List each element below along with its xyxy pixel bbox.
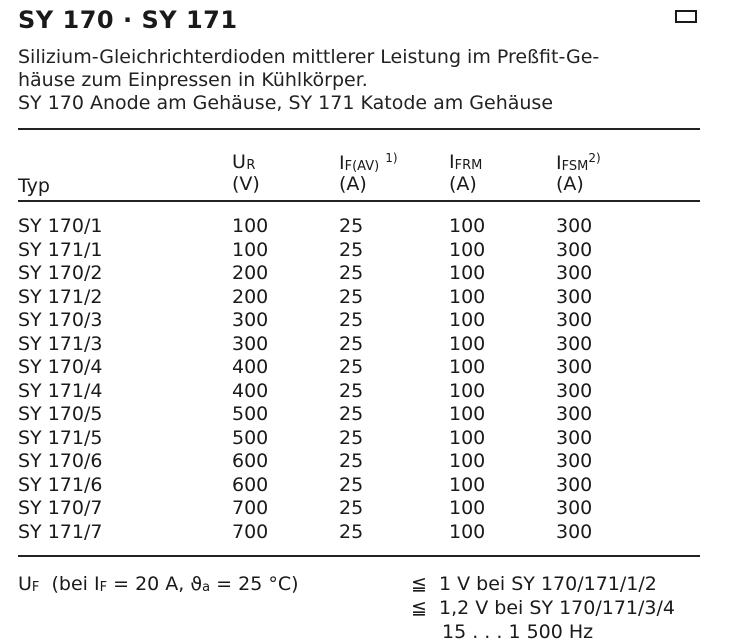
cell-ifsm: 300 <box>556 497 593 519</box>
cell-ifsm: 300 <box>556 356 593 378</box>
cell-typ: SY 170/4 <box>18 356 103 378</box>
cell-typ: SY 170/6 <box>18 450 103 472</box>
table-row <box>0 262 751 285</box>
cell-ur: 200 <box>232 285 269 308</box>
cell-ifsm: 300 <box>556 309 593 331</box>
cell-ur: 300 <box>232 332 269 355</box>
cell-ur: 400 <box>232 356 269 378</box>
cell-ifav: 25 <box>339 497 364 519</box>
cell-typ: SY 171/6 <box>18 473 103 496</box>
cell-typ: SY 170/1 <box>18 215 103 237</box>
table-row <box>0 403 751 426</box>
cell-ur: 100 <box>232 215 269 237</box>
cell-ifrm: 100 <box>449 497 486 519</box>
cell-ifav: 25 <box>339 285 364 308</box>
cell-typ: SY 170/2 <box>18 262 103 284</box>
frequency-spec: 15 . . . 1 500 Hz <box>442 621 594 643</box>
header-ifav: IF(AV) $^{1)}$ <box>339 151 398 174</box>
cell-typ: SY 171/2 <box>18 285 103 308</box>
cell-ur: 700 <box>232 497 269 519</box>
table-row <box>0 356 751 379</box>
header-ifsm-unit: (A) <box>556 173 584 195</box>
cell-ifrm: 100 <box>449 285 486 308</box>
cell-ifrm: 100 <box>449 473 486 496</box>
cell-ifrm: 100 <box>449 356 486 378</box>
table-row <box>0 474 751 497</box>
cell-ifsm: 300 <box>556 215 593 237</box>
table-row <box>0 521 751 544</box>
cell-typ: SY 171/7 <box>18 520 103 543</box>
cell-typ: SY 171/3 <box>18 332 103 355</box>
cell-ifrm: 100 <box>449 309 486 331</box>
cell-ifav: 25 <box>339 379 364 402</box>
uf-spec-2: ≦ 1,2 V bei SY 170/171/3/4 <box>411 597 675 619</box>
cell-ur: 500 <box>232 426 269 449</box>
cell-ur: 700 <box>232 520 269 543</box>
cell-ur: 100 <box>232 238 269 261</box>
cell-ifav: 25 <box>339 520 364 543</box>
cell-ifav: 25 <box>339 238 364 261</box>
cell-ifrm: 100 <box>449 403 486 425</box>
header-ifav-unit: (A) <box>339 173 367 195</box>
cell-ifrm: 100 <box>449 262 486 284</box>
cell-ifrm: 100 <box>449 520 486 543</box>
cell-ifsm: 300 <box>556 379 593 402</box>
cell-ur: 400 <box>232 379 269 402</box>
cell-typ: SY 170/7 <box>18 497 103 519</box>
cell-ifav: 25 <box>339 262 364 284</box>
table-row <box>0 215 751 238</box>
table-row <box>0 333 751 356</box>
cell-ur: 200 <box>232 262 269 284</box>
table-row <box>0 309 751 332</box>
cell-typ: SY 171/1 <box>18 238 103 261</box>
cell-ur: 300 <box>232 309 269 331</box>
cell-ifrm: 100 <box>449 238 486 261</box>
header-ur-unit: (V) <box>232 173 260 195</box>
cell-ifrm: 100 <box>449 379 486 402</box>
header-ifsm: IFSM$^{2)}$ <box>556 151 601 174</box>
cell-ifsm: 300 <box>556 238 593 261</box>
header-typ: Typ <box>18 175 50 197</box>
cell-ifsm: 300 <box>556 332 593 355</box>
description-line-2: häuse zum Einpressen in Kühlkörper. <box>18 69 368 91</box>
cell-ifsm: 300 <box>556 285 593 308</box>
cell-typ: SY 171/5 <box>18 426 103 449</box>
cell-ifrm: 100 <box>449 332 486 355</box>
cell-ifav: 25 <box>339 356 364 378</box>
header-ur: UR <box>232 151 256 173</box>
cell-typ: SY 170/5 <box>18 403 103 425</box>
cell-ifsm: 300 <box>556 520 593 543</box>
cell-typ: SY 171/4 <box>18 379 103 402</box>
table-bottom-rule <box>18 555 700 557</box>
page-title: SY 170 · SY 171 <box>18 6 238 34</box>
cell-ifsm: 300 <box>556 403 593 425</box>
header-ifrm-unit: (A) <box>449 173 477 195</box>
table-row <box>0 450 751 473</box>
cell-ifsm: 300 <box>556 426 593 449</box>
table-row <box>0 380 751 403</box>
cell-ifrm: 100 <box>449 215 486 237</box>
cell-ifsm: 300 <box>556 473 593 496</box>
description <box>18 46 708 115</box>
cell-ifav: 25 <box>339 473 364 496</box>
cell-ifav: 25 <box>339 450 364 472</box>
description-line-1: Silizium-Gleichrichterdioden mittlerer Leistung im Preßfit-Ge- <box>18 46 600 68</box>
cell-ifav: 25 <box>339 215 364 237</box>
cell-ifrm: 100 <box>449 426 486 449</box>
cell-ifav: 25 <box>339 426 364 449</box>
table-row <box>0 239 751 262</box>
table-row <box>0 427 751 450</box>
table-row <box>0 286 751 309</box>
cell-ifrm: 100 <box>449 450 486 472</box>
cell-ur: 600 <box>232 450 269 472</box>
cell-ifsm: 300 <box>556 450 593 472</box>
cell-ifav: 25 <box>339 309 364 331</box>
cell-ur: 600 <box>232 473 269 496</box>
table-row <box>0 497 751 520</box>
uf-condition: UF (bei IF = 20 A, ϑa = 25 °C) <box>18 573 299 595</box>
description-line-3: SY 170 Anode am Gehäuse, SY 171 Katode am Gehäuse <box>18 92 554 114</box>
cell-ur: 500 <box>232 403 269 425</box>
cell-ifav: 25 <box>339 403 364 425</box>
uf-spec-1: ≦ 1 V bei SY 170/171/1/2 <box>411 573 657 595</box>
checkbox-square-icon <box>675 10 697 23</box>
header-bottom-rule <box>18 200 700 202</box>
cell-ifav: 25 <box>339 332 364 355</box>
header-ifrm: IFRM <box>449 151 483 173</box>
table-top-rule <box>18 128 700 130</box>
cell-ifsm: 300 <box>556 262 593 284</box>
cell-typ: SY 170/3 <box>18 309 103 331</box>
